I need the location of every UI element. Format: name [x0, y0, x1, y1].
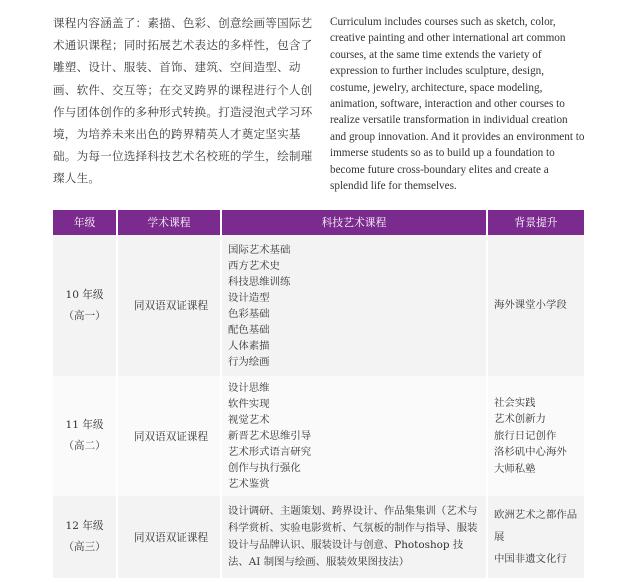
- tech-art-cell: [221, 496, 487, 578]
- table-row: [53, 376, 584, 496]
- table-row: [53, 235, 584, 376]
- course-item: 西方艺术史: [228, 259, 280, 272]
- grade-label: 12 年级: [65, 520, 104, 532]
- course-item: 软件实现: [228, 398, 270, 410]
- header-grade: 年级: [53, 210, 117, 235]
- background-cell: [487, 235, 584, 376]
- background-item: 中国非遗文化行: [494, 553, 567, 565]
- course-item: 配色基础: [228, 323, 270, 336]
- background-item: 艺术创新力: [494, 413, 546, 426]
- tech-art-cell: [221, 376, 487, 496]
- academic-cell: 同双语双证课程: [117, 235, 221, 376]
- grade-cell: [53, 376, 117, 496]
- course-item: 色彩基础: [228, 307, 270, 320]
- table-row: [53, 496, 584, 578]
- curriculum-table: [53, 210, 584, 578]
- grade-label: 11 年级: [65, 419, 104, 431]
- course-item: 行为绘画: [228, 355, 270, 368]
- course-item: 创作与执行强化: [228, 462, 301, 474]
- grade-cell: [53, 496, 117, 578]
- course-item: 设计调研、主题策划、跨界设计、作品集集训（艺术与科学赏析、实验电影赏析、气氛板的制作与指导、服装设计与品牌认识、服装设计与创意、Photoshop 技法、AI 制图与绘画、服装效果图技法）: [228, 505, 478, 568]
- course-item: 艺术鉴赏: [228, 478, 270, 490]
- background-item: 大师私塾: [494, 462, 536, 475]
- course-item: 科技思维训练: [228, 275, 291, 288]
- course-item: 设计思维: [228, 382, 270, 394]
- grade-sublabel: （高二）: [63, 440, 106, 452]
- intro-english-paragraph: Curriculum includes courses such as sketch, color, creative painting and other international art common courses, at the same time extends the variety of expression to further includes sculpture, design, costume, jewelry, architecture, space modeling, animation, software, interaction and other courses to realize versatile transformation in individual creation and group innovation. And it provides an environment to immerse students so as to build up a foundation to become future cross-boundary elites and create a splendid life for themselves.: [330, 16, 585, 193]
- course-item: 艺术形式语言研究: [228, 446, 312, 458]
- course-item: 人体素描: [228, 339, 270, 352]
- background-item: 海外课堂小学段: [494, 299, 567, 312]
- course-item: 国际艺术基础: [228, 243, 291, 256]
- grade-sublabel: （高三）: [63, 541, 106, 553]
- background-item: 欧洲艺术之都作品展: [494, 509, 578, 543]
- background-cell: [487, 376, 584, 496]
- course-item: 设计造型: [228, 291, 270, 304]
- background-cell: [487, 496, 584, 578]
- table-header-row: [53, 210, 584, 235]
- background-item: 洛杉矶中心海外: [494, 446, 567, 459]
- academic-cell: 同双语双证课程: [117, 376, 221, 496]
- background-item: 旅行日记创作: [494, 429, 557, 442]
- course-item: 新晋艺术思维引导: [228, 430, 312, 442]
- header-academic: 学术课程: [117, 210, 221, 235]
- header-background: 背景提升: [487, 210, 584, 235]
- course-item: 视觉艺术: [228, 414, 270, 426]
- header-tech-art: 科技艺术课程: [221, 210, 487, 235]
- tech-art-cell: [221, 235, 487, 376]
- grade-cell: [53, 235, 117, 376]
- academic-cell: 同双语双证课程: [117, 496, 221, 578]
- background-item: 社会实践: [494, 396, 536, 409]
- intro-chinese-paragraph: 课程内容涵盖了：素描、色彩、创意绘画等国际艺术通识课程；同时拓展艺术表达的多样性，包含了雕塑、设计、服装、首饰、建筑、空间造型、动画、软件、交互等；在交叉跨界的课程进行个人创作与团体创作的多种形式转换。打造浸泡式学习环境，为培养未来出色的跨界精英人才奠定坚实基础。为每一位选择科技艺术名校班的学生，绘制璀璨人生。: [53, 16, 313, 186]
- grade-sublabel: （高一）: [63, 309, 106, 322]
- grade-label: 10 年级: [65, 288, 104, 301]
